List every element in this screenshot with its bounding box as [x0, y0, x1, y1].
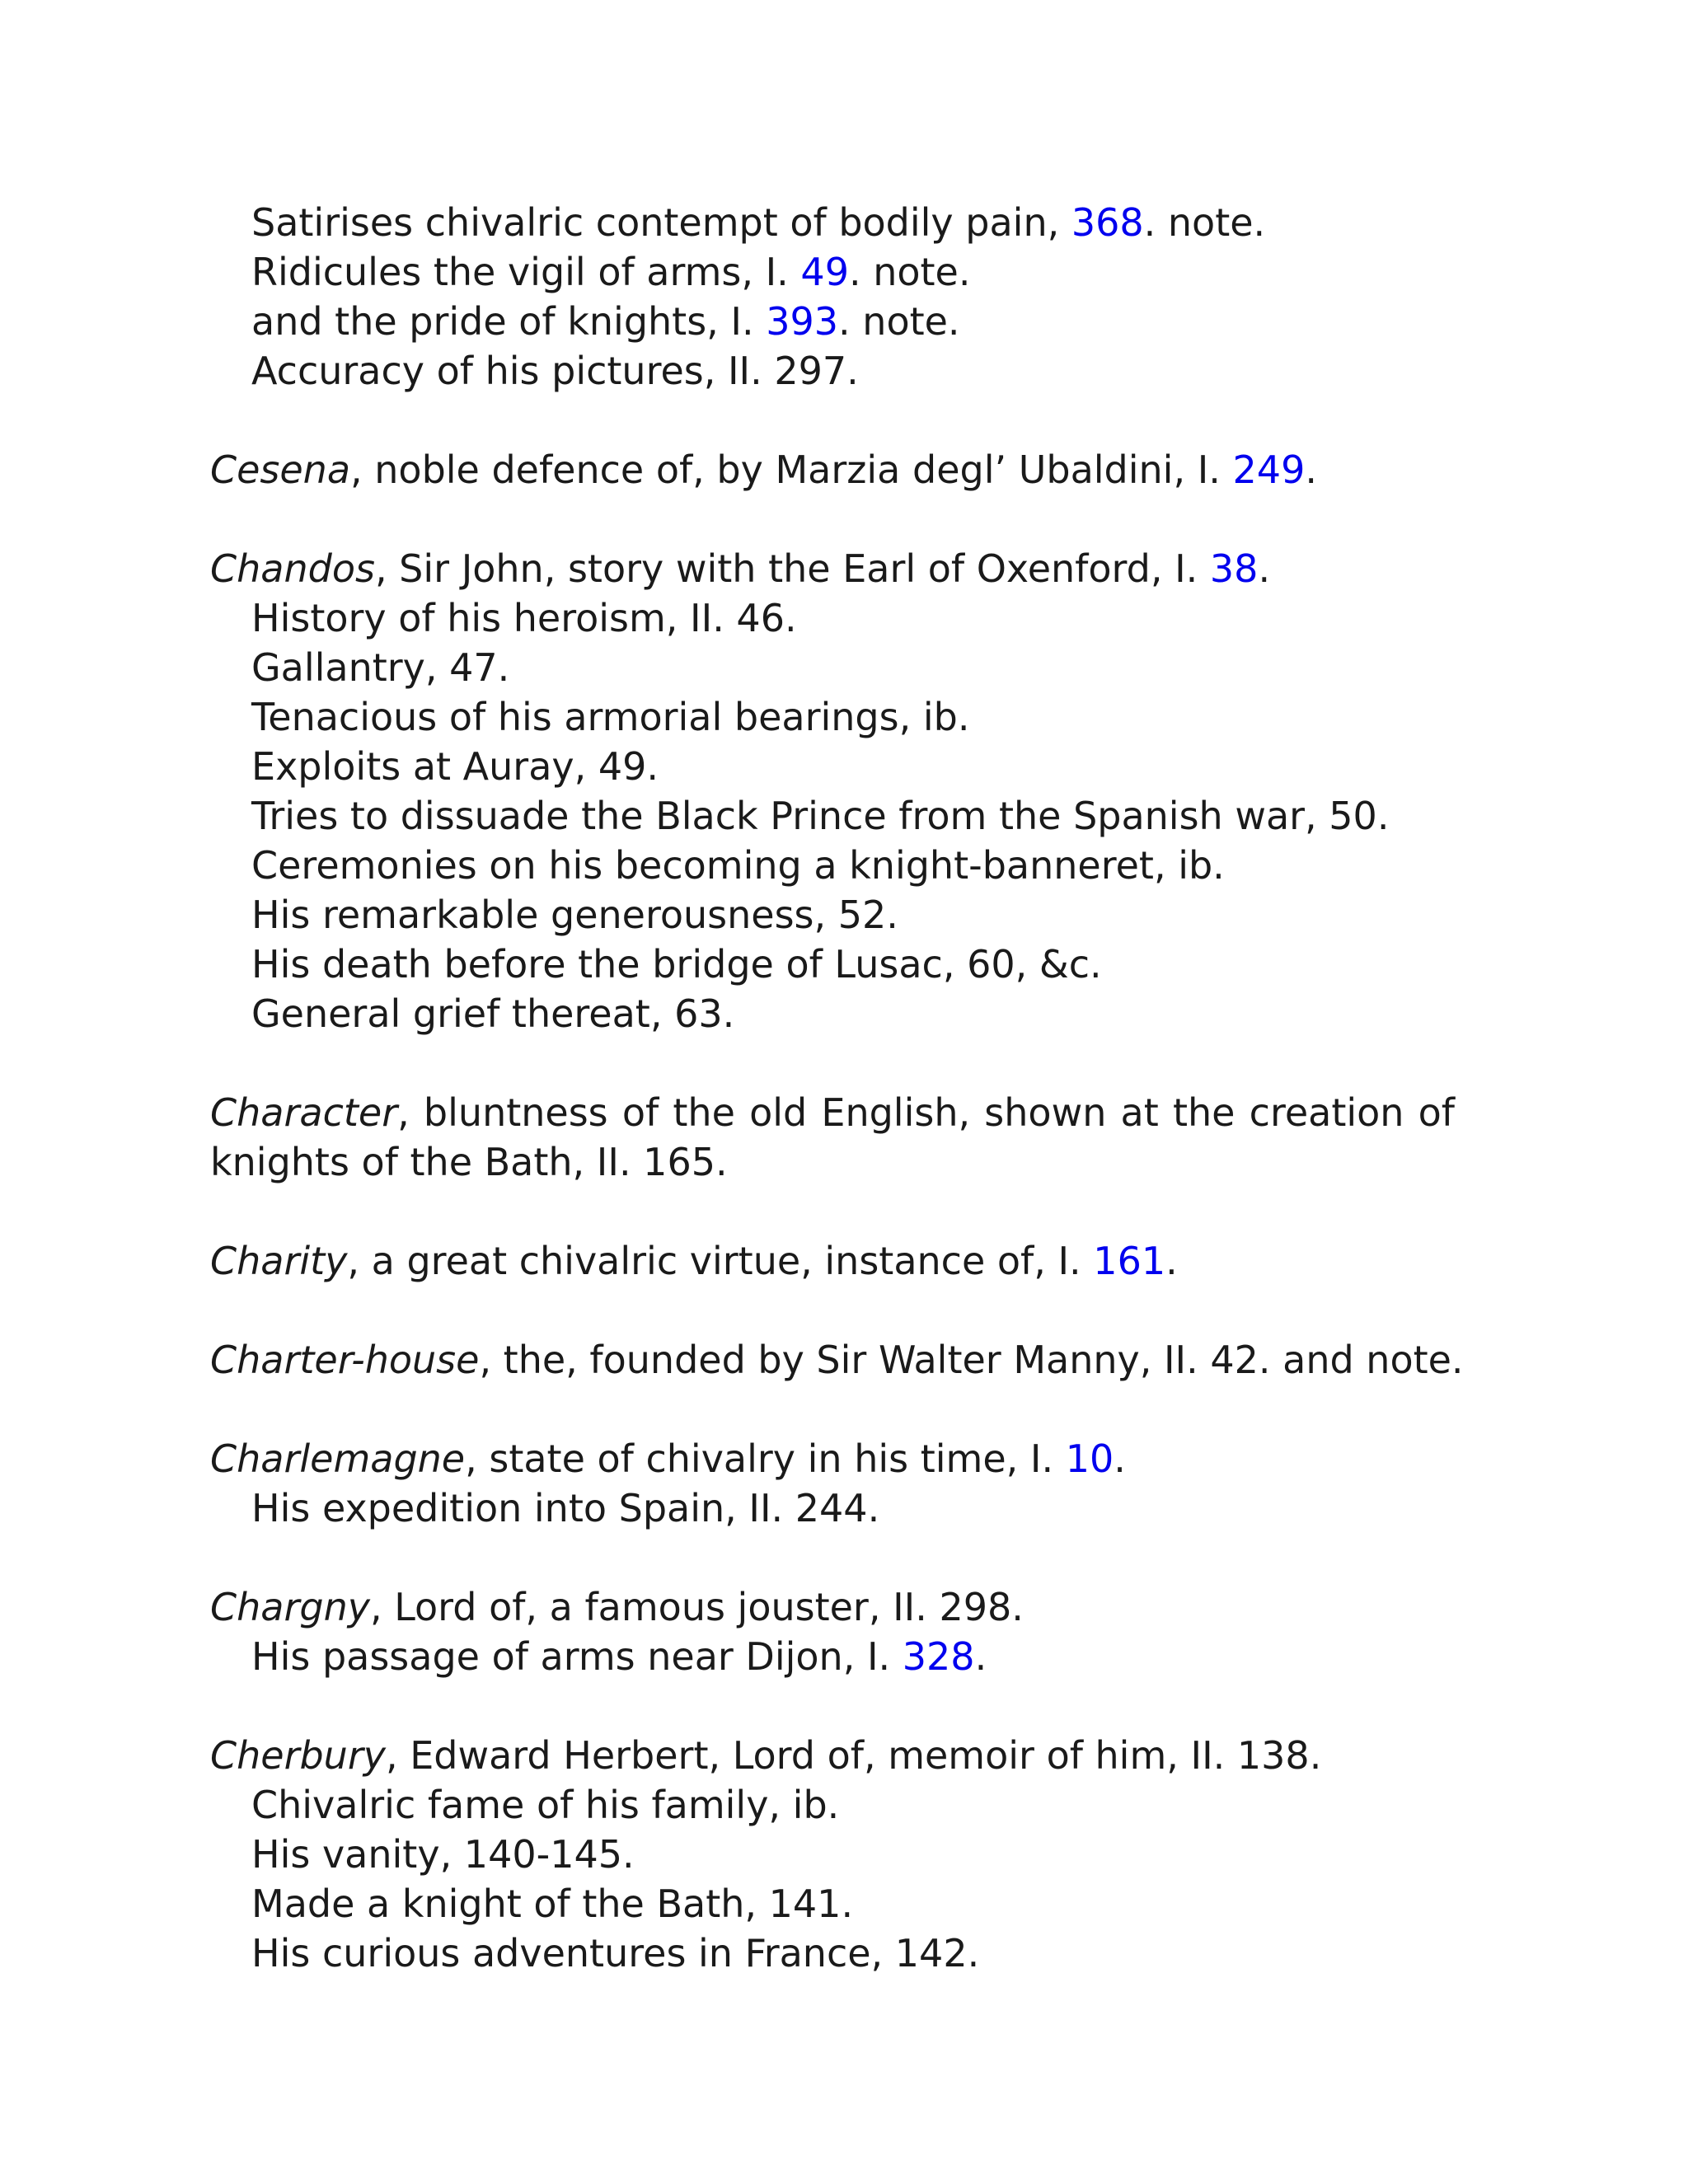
index-headword-line: [210, 1335, 1464, 1385]
index-text: Chivalric fame of his family, ib.: [251, 1783, 840, 1827]
index-subentry: [210, 692, 1455, 742]
index-text: .: [974, 1634, 987, 1679]
index-text: , a great chivalric virtue, instance of, I.: [347, 1239, 1094, 1283]
index-subentry: [210, 1830, 1455, 1879]
index-entry: [210, 544, 1455, 1038]
index-text: .: [1258, 546, 1271, 591]
index-entry: [210, 1335, 1464, 1385]
page-reference-link[interactable]: 249: [1232, 448, 1306, 492]
index-subentry: [210, 1483, 1455, 1533]
index-text: Tenacious of his armorial bearings, ib.: [251, 695, 970, 739]
index-headword-line: [210, 1731, 1455, 1780]
index-text: Exploits at Auray, 49.: [251, 744, 659, 789]
index-entry: [210, 1582, 1455, 1681]
index-subentry: [210, 1780, 1455, 1830]
index-text: Accuracy of his pictures, II. 297.: [251, 349, 859, 393]
index-subentry: [210, 1879, 1455, 1929]
index-term: Chargny: [210, 1585, 370, 1629]
index-text: , bluntness of the old English, shown at the creation of knights of the Bath, II. 165.: [210, 1090, 1455, 1184]
index-entry: [210, 198, 1455, 396]
index-subentry: [210, 1632, 1455, 1681]
index-term: Cesena: [210, 448, 351, 492]
index-text: History of his heroism, II. 46.: [251, 596, 797, 640]
index-text: Ridicules the vigil of arms, I.: [251, 250, 801, 294]
index-text: Made a knight of the Bath, 141.: [251, 1882, 854, 1926]
index-text: , Edward Herbert, Lord of, memoir of him, II. 138.: [385, 1733, 1322, 1778]
page-reference-link[interactable]: 49: [800, 250, 849, 294]
index-subentry: [210, 989, 1455, 1038]
index-text: .: [1114, 1436, 1126, 1481]
index-text: . note.: [838, 299, 960, 344]
index-headword-line: [210, 445, 1455, 494]
index-subentry: [210, 1929, 1455, 1978]
page-reference-link[interactable]: 161: [1093, 1239, 1166, 1283]
page-reference-link[interactable]: 38: [1209, 546, 1259, 591]
index-text: , Lord of, a famous jouster, II. 298.: [369, 1585, 1024, 1629]
index-page: [210, 198, 1464, 1978]
index-term: Charter-house: [210, 1338, 480, 1382]
index-text: His passage of arms near Dijon, I.: [251, 1634, 903, 1679]
index-subentry: [210, 297, 1455, 346]
index-text: Tries to dissuade the Black Prince from the Spanish war, 50.: [251, 794, 1390, 838]
index-text: . note.: [1143, 200, 1266, 245]
index-entry: [210, 1236, 1455, 1286]
index-subentry: [210, 346, 1455, 396]
index-text: Ceremonies on his becoming a knight-banneret, ib.: [251, 843, 1225, 888]
index-headword-line: [210, 544, 1455, 593]
index-text: and the pride of knights, I.: [251, 299, 767, 344]
index-text: .: [1305, 448, 1317, 492]
index-subentry: [210, 890, 1455, 940]
index-entry: [210, 1731, 1455, 1978]
index-subentry: [210, 593, 1455, 643]
index-headword-line: [210, 1088, 1455, 1187]
index-subentry: [210, 940, 1455, 989]
index-term: Character: [210, 1090, 398, 1135]
index-entry: [210, 1088, 1455, 1187]
index-text: , Sir John, story with the Earl of Oxenford, I.: [374, 546, 1210, 591]
index-text: . note.: [848, 250, 971, 294]
index-text: .: [1165, 1239, 1178, 1283]
index-subentry: [210, 247, 1455, 297]
index-term: Charity: [210, 1239, 348, 1283]
index-text: His curious adventures in France, 142.: [251, 1931, 980, 1975]
index-term: Chandos: [210, 546, 375, 591]
index-headword-line: [210, 1582, 1455, 1632]
index-subentry: [210, 841, 1455, 890]
index-headword-line: [210, 1434, 1455, 1483]
page-reference-link[interactable]: 368: [1071, 200, 1144, 245]
index-entry: [210, 1434, 1455, 1533]
index-subentry: [210, 742, 1455, 791]
index-subentry: [210, 791, 1455, 841]
index-text: His expedition into Spain, II. 244.: [251, 1486, 880, 1530]
index-text: Gallantry, 47.: [251, 645, 510, 690]
index-term: Charlemagne: [210, 1436, 466, 1481]
index-term: Cherbury: [210, 1733, 386, 1778]
index-subentry: [210, 643, 1455, 692]
index-entry: [210, 445, 1455, 494]
index-text: , noble defence of, by Marzia degl’ Ubaldini, I.: [350, 448, 1233, 492]
index-text: His death before the bridge of Lusac, 60, &c.: [251, 942, 1102, 987]
index-subentry: [210, 198, 1455, 247]
index-headword-line: [210, 1236, 1455, 1286]
index-text: General grief thereat, 63.: [251, 991, 735, 1036]
index-text: , state of chivalry in his time, I.: [465, 1436, 1066, 1481]
page-reference-link[interactable]: 328: [902, 1634, 975, 1679]
index-text: His vanity, 140-145.: [251, 1832, 635, 1877]
page-reference-link[interactable]: 393: [766, 299, 839, 344]
index-text: His remarkable generousness, 52.: [251, 893, 898, 937]
index-text: Satirises chivalric contempt of bodily pain,: [251, 200, 1071, 245]
index-text: , the, founded by Sir Walter Manny, II. 42. and note.: [479, 1338, 1464, 1382]
page-reference-link[interactable]: 10: [1065, 1436, 1114, 1481]
